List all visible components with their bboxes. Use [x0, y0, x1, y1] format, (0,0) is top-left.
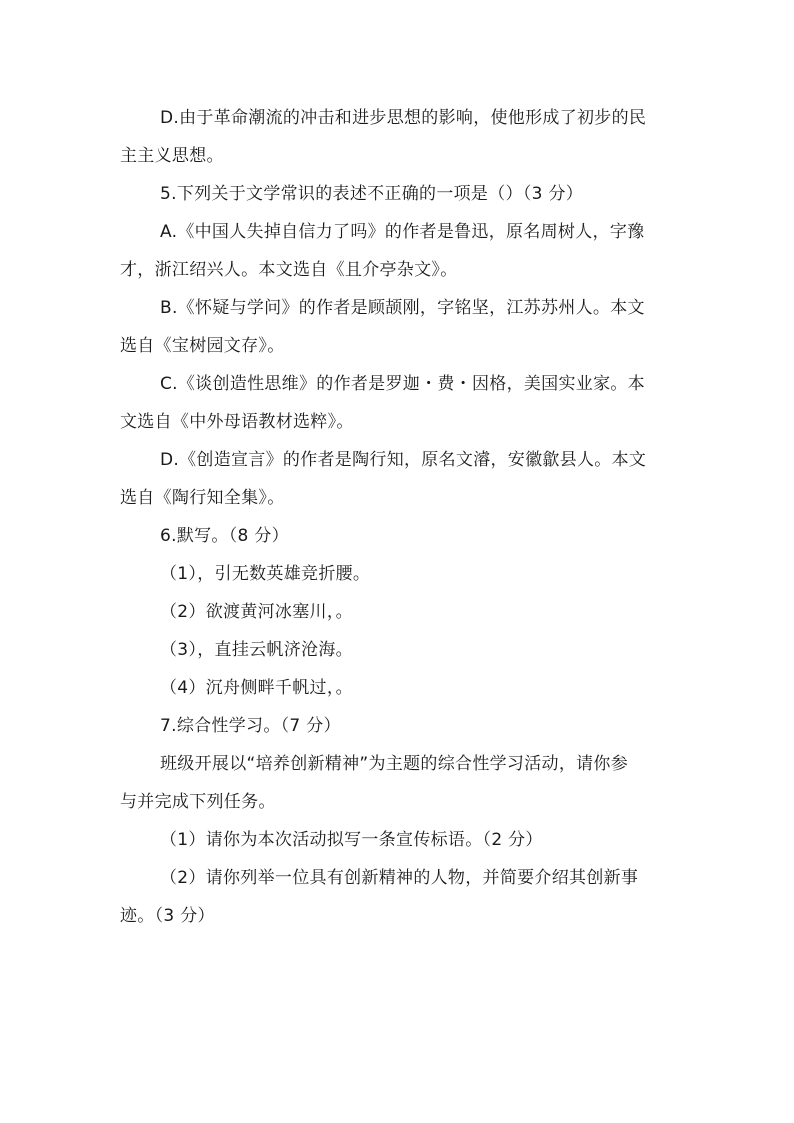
- q5-option-d-line2: 选自《陶行知全集》。: [120, 488, 285, 508]
- q7-task-2-line1: （2）请你列举一位具有创新精神的人物，并简要介绍其创新事: [160, 868, 639, 888]
- q5-option-b-line2: 选自《宝树园文存》。: [120, 336, 285, 356]
- q5-stem: 5.下列关于文学常识的表述不正确的一项是（）（3 分）: [160, 184, 584, 204]
- document-body: [120, 99, 676, 935]
- q5-option-c-line1: C.《谈创造性思维》的作者是罗迦・费・因格，美国实业家。本: [160, 374, 645, 394]
- q6-stem: 6.默写。（8 分）: [160, 526, 289, 546]
- q7-intro-line1: 班级开展以“培养创新精神”为主题的综合性学习活动，请你参: [160, 754, 629, 774]
- q7-intro-line2: 与并完成下列任务。: [120, 792, 276, 812]
- q5-option-c-line2: 文选自《中外母语教材选粹》。: [120, 412, 354, 432]
- q4-option-d-line2: 主主义思想。: [120, 146, 224, 166]
- q6-item-4: （4）沉舟侧畔千帆过，。: [160, 678, 353, 698]
- q5-option-a-line1: A.《中国人失掉自信力了吗》的作者是鲁迅，原名周树人，字豫: [160, 222, 645, 242]
- q6-item-3: （3），直挂云帆济沧海。: [160, 640, 353, 660]
- q7-stem: 7.综合性学习。（7 分）: [160, 716, 341, 736]
- q5-option-d-line1: D.《创造宣言》的作者是陶行知，原名文濬，安徽歙县人。本文: [160, 450, 647, 470]
- q5-option-a-line2: 才，浙江绍兴人。本文选自《且介亭杂文》。: [120, 260, 458, 280]
- q6-item-2: （2）欲渡黄河冰塞川，。: [160, 602, 353, 622]
- q5-option-b-line1: B.《怀疑与学问》的作者是顾颉刚，字铭坚，江苏苏州人。本文: [160, 298, 645, 318]
- q7-task-1: （1）请你为本次活动拟写一条宣传标语。（2 分）: [160, 830, 543, 850]
- q4-option-d-line1: D.由于革命潮流的冲击和进步思想的影响，使他形成了初步的民: [160, 108, 647, 128]
- q6-item-1: （1），引无数英雄竞折腰。: [160, 564, 371, 584]
- q7-task-2-line2: 迹。（3 分）: [120, 906, 215, 926]
